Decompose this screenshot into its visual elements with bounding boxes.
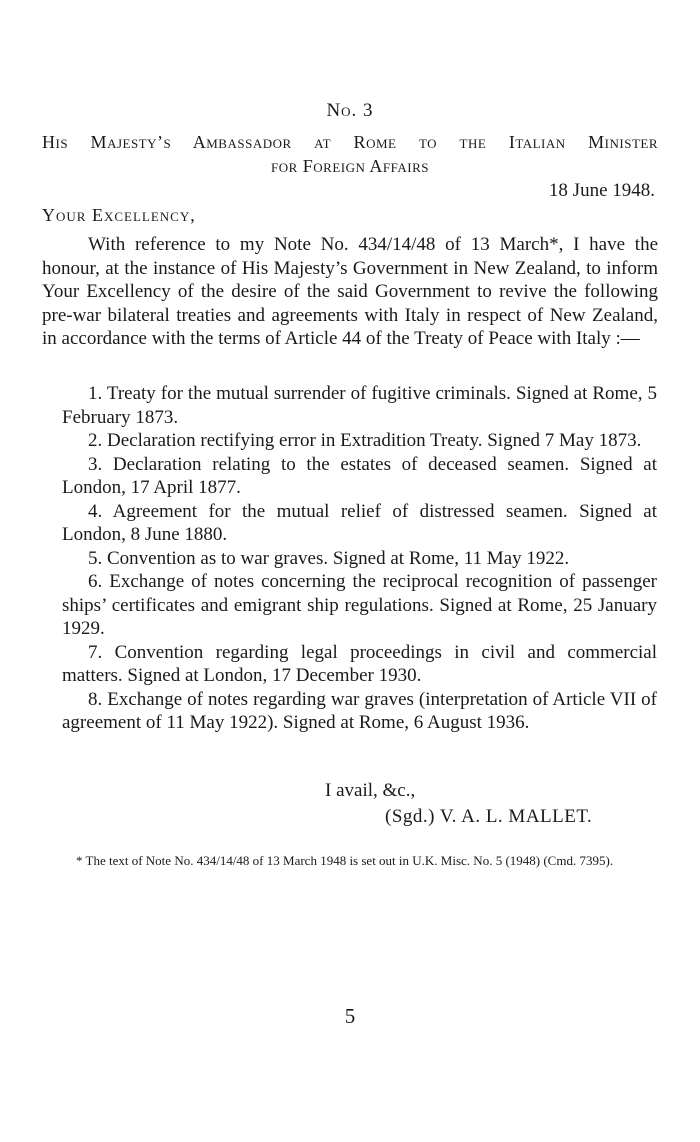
treaty-item-7: 7. Convention regarding legal proceedings in civil and commercial matters. Signed at London, 17 December 1930. [62, 641, 657, 686]
footnote: * The text of Note No. 434/14/48 of 13 March 1948 is set out in U.K. Misc. No. 5 (1948) (Cmd. 7395). [76, 853, 614, 868]
document-number: No. 3 [326, 100, 374, 121]
closing-phrase: I avail, &c., [325, 780, 416, 801]
heading-line-1: His Majesty’s Ambassador at Rome to the Italian Minister [42, 132, 658, 152]
treaty-item-5: 5. Convention as to war graves. Signed at Rome, 11 May 1922. [88, 547, 570, 569]
treaty-item-6: 6. Exchange of notes concerning the reciprocal recognition of passenger ships’ certificates and emigrant ship regulations. Signed at Rome, 25 January 1929. [62, 571, 657, 639]
heading-line-2: for Foreign Affairs [270, 156, 430, 176]
letter-date: 18 June 1948. [548, 180, 655, 201]
signature: (Sgd.) V. A. L. MALLET. [385, 806, 593, 827]
treaty-item-2: 2. Declaration rectifying error in Extradition Treaty. Signed 7 May 1873. [88, 430, 642, 451]
treaty-item-3: 3. Declaration relating to the estates of deceased seamen. Signed at London, 17 April 1877. [62, 453, 657, 498]
treaty-list [62, 382, 657, 735]
treaty-item-4: 4. Agreement for the mutual relief of distressed seamen. Signed at London, 8 June 1880. [62, 500, 657, 545]
page-number: 5 [344, 1004, 356, 1028]
document-heading [42, 130, 658, 178]
salutation: Your Excellency, [42, 205, 196, 225]
body-paragraph: With reference to my Note No. 434/14/48 of 13 March*, I have the honour, at the instance of His Majesty’s Government in New Zealand, to inform Your Excellency of the desire of the said Government to revive the following pre-war bilateral treaties and agreements with Italy in respect of New Zealand, in accordance with the terms of Article 44 of the Treaty of Peace with Italy :— [42, 234, 658, 349]
treaty-item-1: 1. Treaty for the mutual surrender of fugitive criminals. Signed at Rome, 5 February 1873. [62, 383, 657, 428]
treaty-item-8: 8. Exchange of notes regarding war graves (interpretation of Article VII of agreement of 11 May 1922). Signed at Rome, 6 August 1936. [62, 688, 657, 733]
